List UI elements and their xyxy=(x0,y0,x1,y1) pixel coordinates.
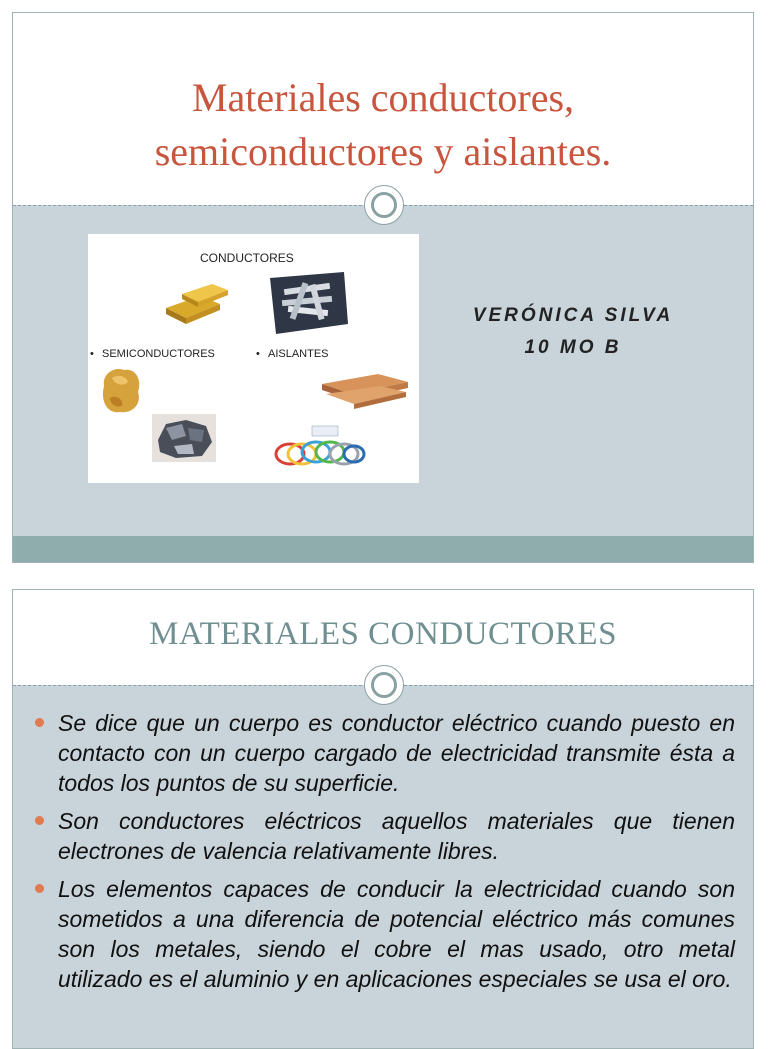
slide-title-line1: Materiales conductores, xyxy=(191,75,575,120)
list-item xyxy=(35,708,735,798)
list-item-text: Los elementos capaces de conducir la electricidad cuando son sometidos a una diferencia de potencial eléctrico más comunes son los metales, siendo el cobre el mas usado, otro metal utilizado es el aluminio y en aplicaciones especiales se usa el oro. xyxy=(58,876,735,992)
title-slide xyxy=(12,12,754,563)
divider-ring-icon xyxy=(364,185,404,225)
author-grade: 10 MO B xyxy=(524,337,622,358)
list-item-text: Son conductores eléctricos aquellos materiales que tienen electrones de valencia relativamente libres. xyxy=(58,808,735,864)
metal-bars-image xyxy=(270,272,348,334)
bullet-icon xyxy=(35,884,44,893)
bottom-bar xyxy=(13,536,753,563)
label-aislantes xyxy=(256,348,329,360)
bullet-icon xyxy=(35,816,44,825)
wood-planks-image xyxy=(318,370,410,410)
title-band xyxy=(13,13,753,205)
label-aislantes-text: AISLANTES xyxy=(268,348,329,360)
bullet-icon xyxy=(35,718,44,727)
bullet-dot: • xyxy=(256,348,260,360)
content-slide xyxy=(12,589,754,1049)
slide-title-line2: semiconductores y aislantes. xyxy=(154,129,612,174)
list-item-text: Se dice que un cuerpo es conductor eléctrico cuando puesto en contacto con un cuerpo cargado de electricidad transmite ésta a todos los puntos de su superficie. xyxy=(58,710,735,796)
list-item xyxy=(35,806,735,866)
slide-title xyxy=(13,71,753,179)
slide-title: MATERIALES CONDUCTORES xyxy=(149,616,617,652)
list-item xyxy=(35,874,735,994)
label-semiconductores xyxy=(90,348,215,360)
cables-image xyxy=(272,424,368,472)
silicon-image xyxy=(152,414,216,462)
sulfur-rock-image xyxy=(98,364,144,416)
label-conductores: CONDUCTORES xyxy=(200,251,294,265)
bullet-list xyxy=(35,708,735,1002)
label-semiconductores-text: SEMICONDUCTORES xyxy=(102,348,215,360)
materials-image xyxy=(88,234,419,483)
divider-ring-icon xyxy=(364,665,404,705)
gold-bars-image xyxy=(162,274,232,326)
author-name: VERÓNICA SILVA xyxy=(472,305,674,326)
bullet-dot: • xyxy=(90,348,94,360)
